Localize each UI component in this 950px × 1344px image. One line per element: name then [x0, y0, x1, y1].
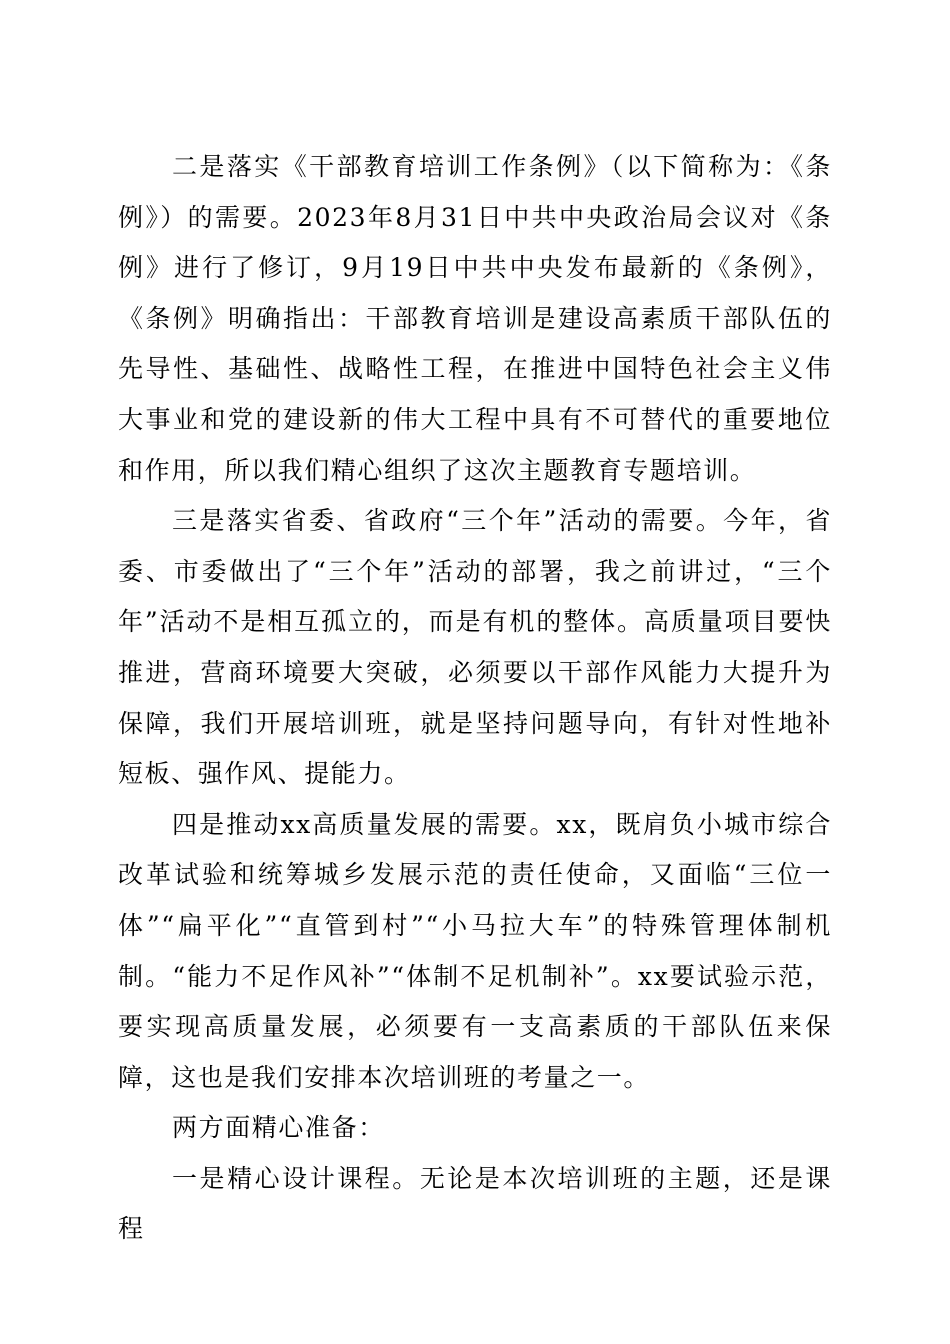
paragraph-regulations-need: 二是落实《干部教育培训工作条例》（以下简称为：《条例》）的需要。2023年8月31日中共中央政治局会议对《条例》进行了修订，9月19日中共中央发布最新的《条例》，《条例》明确指出：干部教育培训是建设高素质干部队伍的先导性、基础性、战略性工程，在推进中国特色社会主义伟大事业和党的建设新的伟大工程中具有不可替代的重要地位和作用，所以我们精心组织了这次主题教育专题培训。 — [118, 152, 832, 485]
paragraph-course-design: 一是精心设计课程。无论是本次培训班的主题，还是课程 — [118, 1163, 832, 1244]
paragraph-two-preparations: 两方面精心准备： — [172, 1113, 385, 1143]
paragraph-high-quality-development: 四是推动xx高质量发展的需要。xx，既肩负小城市综合改革试验和统筹城乡发展示范的责任使命，又面临“三位一体”“扁平化”“直管到村”“小马拉大车”的特殊管理体制机制。“能力不足作风补”“体制不足机制补”。xx要试验示范，要实现高质量发展，必须要有一支高素质的干部队伍来保障，这也是我们安排本次培训班的考量之一。 — [118, 809, 832, 1092]
paragraph-three-years-activity: 三是落实省委、省政府“三个年”活动的需要。今年，省委、市委做出了“三个年”活动的部署，我之前讲过，“三个年”活动不是相互孤立的，而是有机的整体。高质量项目要快推进，营商环境要大突破，必须要以干部作风能力大提升为保障，我们开展培训班，就是坚持问题导向，有针对性地补短板、强作风、提能力。 — [118, 506, 832, 789]
document-body — [118, 142, 832, 1255]
